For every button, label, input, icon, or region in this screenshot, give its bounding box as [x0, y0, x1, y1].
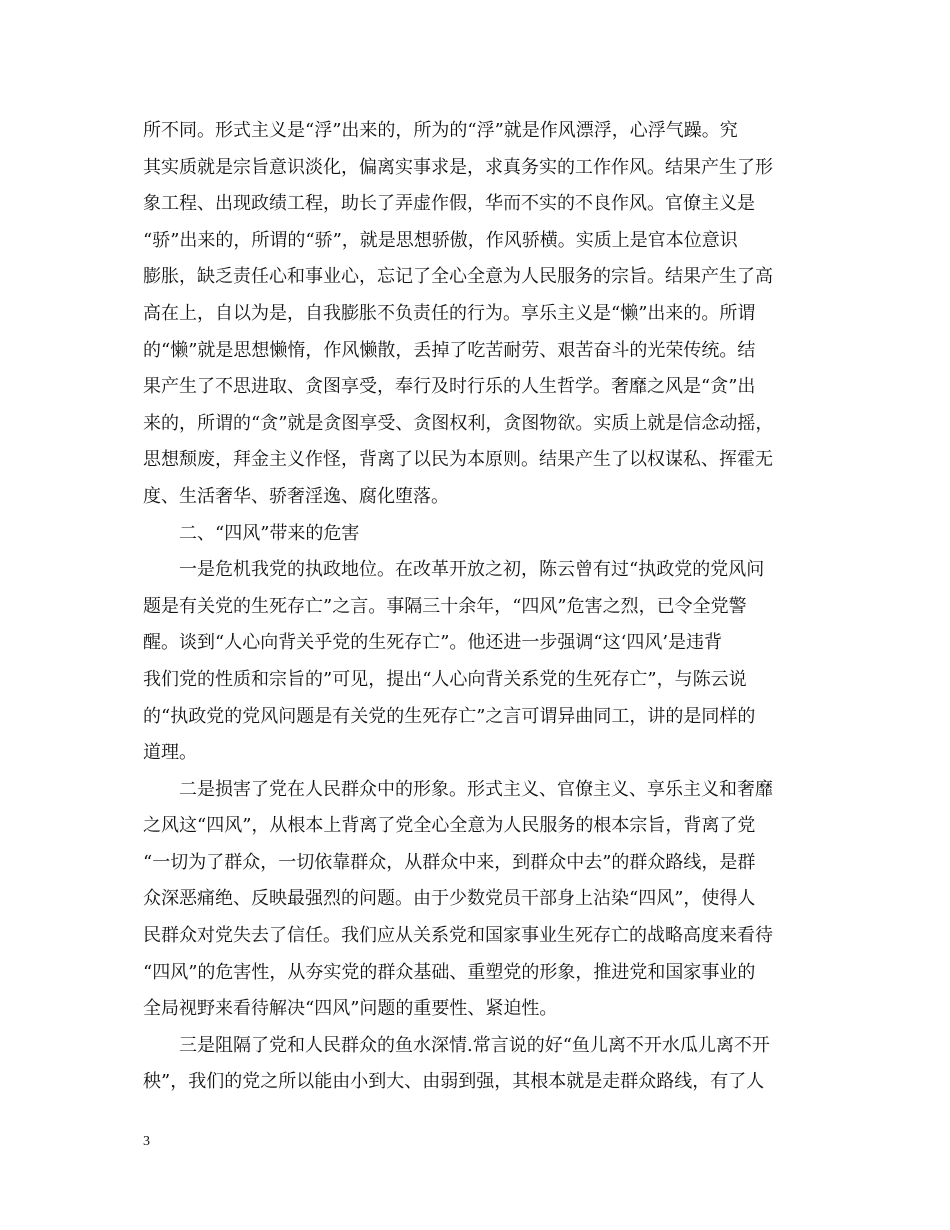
text-line: 二是损害了党在人民群众中的形象。形式主义、官僚主义、享乐主义和奢靡: [143, 778, 773, 800]
text-line: 来的，所谓的“贪”就是贪图享受、贪图权利，贪图物欲。实质上就是信念动摇，: [143, 412, 774, 434]
text-line: 民群众对党失去了信任。我们应从关系党和国家事业生死存亡的战略高度来看待: [143, 925, 773, 947]
text-line: 象工程、出现政绩工程，助长了弄虚作假，华而不实的不良作风。官僚主义是: [143, 193, 755, 215]
text-line: 的“执政党的党风问题是有关党的生死存亡”之言可谓异曲同工，讲的是同样的: [143, 705, 756, 727]
text-line: 秧”，我们的党之所以能由小到大、由弱到强，其根本就是走群众路线，有了人: [143, 1071, 765, 1093]
text-line: “骄”出来的，所谓的“骄”，就是思想骄傲，作风骄横。实质上是官本位意识: [143, 229, 738, 251]
body-text: [143, 113, 823, 1101]
text-line: 三是阻隔了党和人民群众的鱼水深情.常言说的好“鱼儿离不开水瓜儿离不开: [143, 1034, 770, 1056]
page-number: 3: [143, 1134, 150, 1149]
text-line: 思想颓废，拜金主义作怪，背离了以民为本原则。结果产生了以权谋私、挥霍无: [143, 449, 773, 471]
text-line: 其实质就是宗旨意识淡化，偏离实事求是，求真务实的工作作风。结果产生了形: [143, 156, 773, 178]
text-line: 题是有关党的生死存亡”之言。事隔三十余年，“四风”危害之烈，已令全党警: [143, 595, 747, 617]
text-line: 醒。谈到“人心向背关乎党的生死存亡”。他还进一步强调“这‘四风’是违背: [143, 632, 723, 654]
text-line: 度、生活奢华、骄奢淫逸、腐化堕落。: [143, 485, 449, 507]
text-line: 膨胀，缺乏责任心和事业心，忘记了全心全意为人民服务的宗旨。结果产生了高: [143, 266, 773, 288]
text-line: “一切为了群众，一切依靠群众，从群众中来，到群众中去”的群众路线，是群: [143, 851, 756, 873]
text-line: 我们党的性质和宗旨的”可见，提出“人心向背关系党的生死存亡”，与陈云说: [143, 668, 747, 690]
text-line: “四风”的危害性，从夯实党的群众基础、重塑党的形象，推进党和国家事业的: [143, 961, 756, 983]
section-heading: 二、“四风”带来的危害: [143, 522, 360, 544]
text-line: 高在上，自以为是，自我膨胀不负责任的行为。享乐主义是“懒”出来的。所谓: [143, 302, 756, 324]
text-line: 一是危机我党的执政地位。在改革开放之初，陈云曾有过“执政党的党风问: [143, 559, 765, 581]
text-line: 全局视野来看待解决“四风”问题的重要性、紧迫性。: [143, 998, 558, 1020]
text-line: 所不同。形式主义是“浮”出来的，所为的“浮”就是作风漂浮，心浮气躁。究: [143, 120, 738, 141]
text-line: 的“懒”就是思想懒惰，作风懒散，丢掉了吃苦耐劳、艰苦奋斗的光荣传统。结: [143, 339, 756, 361]
text-line: 之风这“四风”，从根本上背离了党全心全意为人民服务的根本宗旨，背离了党: [143, 815, 756, 837]
text-line: 道理。: [143, 742, 197, 764]
text-line: 果产生了不思进取、贪图享受，奉行及时行乐的人生哲学。奢靡之风是“贪”出: [143, 376, 756, 398]
text-line: 众深恶痛绝、反映最强烈的问题。由于少数党员干部身上沾染“四风”，使得人: [143, 888, 756, 910]
